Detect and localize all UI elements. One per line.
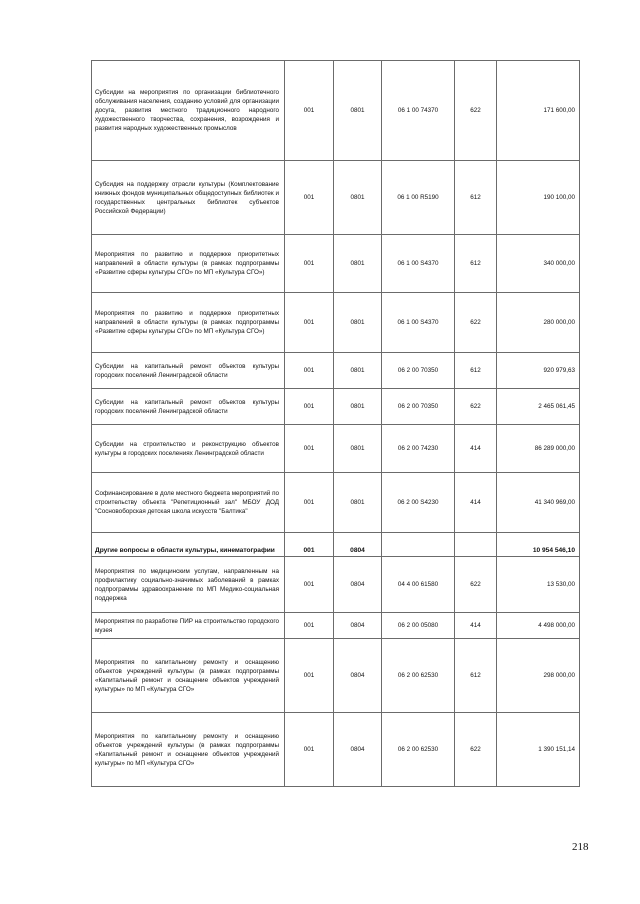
row-amount: 86 289 000,00 [497, 425, 580, 473]
table-row [92, 389, 580, 425]
table-row [92, 557, 580, 613]
row-grbs: 001 [285, 235, 334, 293]
table-row [92, 613, 580, 639]
row-section: 0801 [334, 389, 382, 425]
row-grbs: 001 [285, 557, 334, 613]
row-grbs: 001 [285, 533, 334, 557]
row-name: Субсидии на капитальный ремонт объектов культуры городских поселений Ленинградской области [92, 389, 285, 425]
table-row [92, 639, 580, 713]
row-expense-type [455, 533, 497, 557]
row-expense-type: 622 [455, 293, 497, 353]
row-expense-type: 622 [455, 61, 497, 161]
row-expense-type: 622 [455, 557, 497, 613]
table-row [92, 161, 580, 235]
row-expense-type: 612 [455, 639, 497, 713]
row-grbs: 001 [285, 713, 334, 787]
row-target: 06 2 00 05080 [382, 613, 455, 639]
row-grbs: 001 [285, 353, 334, 389]
row-target: 06 2 00 62530 [382, 713, 455, 787]
row-amount: 2 465 061,45 [497, 389, 580, 425]
row-target: 06 2 00 70350 [382, 389, 455, 425]
row-amount: 1 390 151,14 [497, 713, 580, 787]
row-amount: 10 954 546,10 [497, 533, 580, 557]
row-amount: 920 979,63 [497, 353, 580, 389]
row-section: 0804 [334, 713, 382, 787]
row-target [382, 533, 455, 557]
row-amount: 340 000,00 [497, 235, 580, 293]
row-section: 0804 [334, 533, 382, 557]
row-target: 04 4 00 61580 [382, 557, 455, 613]
row-target: 06 1 00 S4370 [382, 235, 455, 293]
row-expense-type: 612 [455, 353, 497, 389]
table-row [92, 353, 580, 389]
row-section: 0801 [334, 161, 382, 235]
table-row [92, 235, 580, 293]
row-name: Мероприятия по разработке ПИР на строительство городского музея [92, 613, 285, 639]
row-grbs: 001 [285, 61, 334, 161]
row-target: 06 1 00 74370 [382, 61, 455, 161]
row-amount: 190 100,00 [497, 161, 580, 235]
row-name: Мероприятия по капитальному ремонту и оснащению объектов учреждений культуры (в рамках подпрограммы «Капитальный ремонт и оснащение объектов учреждений культуры» по МП «Культура СГО» [92, 713, 285, 787]
row-grbs: 001 [285, 473, 334, 533]
row-grbs: 001 [285, 613, 334, 639]
row-grbs: 001 [285, 639, 334, 713]
row-target: 06 2 00 S4230 [382, 473, 455, 533]
row-grbs: 001 [285, 161, 334, 235]
row-name: Мероприятия по развитию и поддержке приоритетных направлений в области культуры (в рамках подпрограммы «Развитие сферы культуры СГО» по МП «Культура СГО») [92, 293, 285, 353]
row-section: 0801 [334, 293, 382, 353]
row-name: Субсидия на поддержку отрасли культуры (Комплектование книжных фондов муниципальных общедоступных библиотек и государственных центральных библиотек субъектов Российской Федерации) [92, 161, 285, 235]
row-amount: 13 530,00 [497, 557, 580, 613]
row-expense-type: 612 [455, 235, 497, 293]
row-name: Другие вопросы в области культуры, кинематографии [92, 533, 285, 557]
row-target: 06 2 00 70350 [382, 353, 455, 389]
row-target: 06 1 00 S4370 [382, 293, 455, 353]
row-name: Мероприятия по развитию и поддержке приоритетных направлений в области культуры (в рамках подпрограммы «Развитие сферы культуры СГО» по МП «Культура СГО») [92, 235, 285, 293]
row-grbs: 001 [285, 293, 334, 353]
table-row-subtotal [92, 533, 580, 557]
row-expense-type: 622 [455, 713, 497, 787]
row-amount: 280 000,00 [497, 293, 580, 353]
row-expense-type: 414 [455, 425, 497, 473]
table-row [92, 61, 580, 161]
row-name: Софинансирование в доле местного бюджета мероприятий по строительству объекта "Репетиционный зал" МБОУ ДОД "Сосновоборская детская школа искусств "Балтика" [92, 473, 285, 533]
row-name: Субсидии на строительство и реконструкцию объектов культуры в городских поселениях Ленинградской области [92, 425, 285, 473]
row-target: 06 2 00 62530 [382, 639, 455, 713]
row-target: 06 1 00 R5190 [382, 161, 455, 235]
row-amount: 171 600,00 [497, 61, 580, 161]
row-section: 0801 [334, 61, 382, 161]
row-target: 06 2 00 74230 [382, 425, 455, 473]
row-expense-type: 414 [455, 613, 497, 639]
row-section: 0804 [334, 639, 382, 713]
row-section: 0801 [334, 473, 382, 533]
row-amount: 4 498 000,00 [497, 613, 580, 639]
table-row [92, 473, 580, 533]
table-row [92, 425, 580, 473]
row-expense-type: 612 [455, 161, 497, 235]
table-row [92, 713, 580, 787]
row-amount: 41 340 969,00 [497, 473, 580, 533]
row-expense-type: 622 [455, 389, 497, 425]
row-grbs: 001 [285, 425, 334, 473]
row-section: 0804 [334, 613, 382, 639]
row-section: 0804 [334, 557, 382, 613]
row-section: 0801 [334, 353, 382, 389]
row-amount: 298 000,00 [497, 639, 580, 713]
row-section: 0801 [334, 425, 382, 473]
row-name: Мероприятия по капитальному ремонту и оснащению объектов учреждений культуры (в рамках подпрограммы «Капитальный ремонт и оснащение объектов учреждений культуры» по МП «Культура СГО» [92, 639, 285, 713]
table-row [92, 293, 580, 353]
budget-table [91, 60, 580, 787]
row-expense-type: 414 [455, 473, 497, 533]
row-name: Мероприятия по медицинским услугам, направленным на профилактику социально-значимых заболеваний в рамках подпрограммы здравоохранение по МП Медико-социальная поддержка [92, 557, 285, 613]
row-name: Субсидии на мероприятия по организации библиотечного обслуживания населения, созданию условий для организации досуга, развития местного традиционного народного художественного творчества, сохранения, возрождения и развития народных художественных промыслов [92, 61, 285, 161]
row-grbs: 001 [285, 389, 334, 425]
row-name: Субсидии на капитальный ремонт объектов культуры городских поселений Ленинградской области [92, 353, 285, 389]
row-section: 0801 [334, 235, 382, 293]
page-number: 218 [572, 841, 589, 853]
